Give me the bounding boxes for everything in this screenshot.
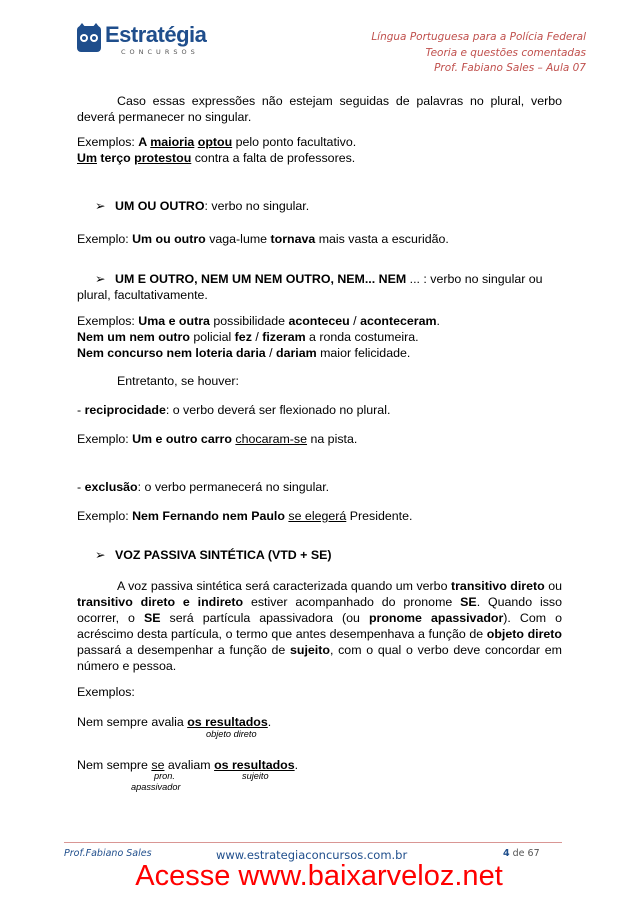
example-nem-concurso: Nem concurso nem loteria daria / dariam maior felicidade. [77, 346, 411, 360]
example-avaliam: Nem sempre se avaliam os resultados. [77, 758, 299, 772]
owl-icon [77, 26, 101, 52]
example-um-ou-outro: Exemplo: Um ou outro vaga-lume tornava mais vasta a escuridão. [77, 232, 449, 246]
bullet-voz-passiva: ➢ VOZ PASSIVA SINTÉTICA (VTD + SE) [95, 548, 332, 562]
footer-author: Prof.Fabiano Sales [64, 848, 152, 859]
paragraph-voz-passiva: A voz passiva sintética será caracterizada quando um verbo transitivo direto ou transitivo direto e indireto estiver acompanhado do pronome SE. Quando isso ocorrer, o SE será partícula apassivadora (ou pronome apassivador). Com o acréscimo desta partícula, o termo que antes desempenhava a função de objeto direto passará a desempenhar a função de sujeito, com o qual o verbo deve concordar em número e pessoa. [77, 579, 562, 673]
example-avalia: Nem sempre avalia os resultados. [77, 715, 272, 729]
note-apassivador: apassivador [131, 782, 181, 792]
paragraph-singular: Caso essas expressões não estejam seguidas de palavras no plural, verbo deverá permanecer no singular. [77, 94, 562, 124]
footer-website[interactable]: www.estrategiaconcursos.com.br [216, 848, 408, 862]
footer-divider [64, 842, 562, 843]
arrow-bullet-icon: ➢ [95, 548, 106, 562]
bullet-um-e-outro-cont: plural, facultativamente. [77, 288, 208, 302]
example-um-e-outro-carro: Exemplo: Um e outro carro chocaram-se na pista. [77, 432, 358, 446]
exclusao-rule: - exclusão: o verbo permanecerá no singular. [77, 480, 330, 494]
arrow-bullet-icon: ➢ [95, 199, 106, 213]
header-info [371, 30, 586, 77]
bullet-um-e-outro: ➢ UM E OUTRO, NEM UM NEM OUTRO, NEM... NEM ... : verbo no singular ou [95, 272, 543, 286]
example-terco: Um terço protestou contra a falta de professores. [77, 151, 356, 165]
arrow-bullet-icon: ➢ [95, 272, 106, 286]
reciprocidade-rule: - reciprocidade: o verbo deverá ser flexionado no plural. [77, 403, 391, 417]
footer-page-number: 4 de 67 [503, 848, 540, 859]
example-nem-um-nem-outro: Nem um nem outro policial fez / fizeram a ronda costumeira. [77, 330, 419, 344]
note-sujeito: sujeito [242, 771, 269, 781]
logo-subtitle: CONCURSOS [121, 48, 199, 56]
exemplos-label: Exemplos: [77, 685, 135, 699]
header-lesson: Prof. Fabiano Sales – Aula 07 [434, 62, 586, 74]
logo-wordmark: Estratégia [105, 22, 207, 47]
entretanto-text: Entretanto, se houver: [117, 374, 239, 388]
promo-banner[interactable]: Acesse www.baixarveloz.net [135, 860, 503, 892]
example-maioria: Exemplos: A maioria optou pelo ponto facultativo. [77, 135, 357, 149]
note-objeto-direto: objeto direto [206, 729, 257, 739]
example-nem-fernando: Exemplo: Nem Fernando nem Paulo se elegerá Presidente. [77, 509, 413, 523]
estrategia-logo [77, 24, 217, 56]
header-subtitle: Teoria e questões comentadas [425, 46, 586, 59]
example-uma-e-outra: Exemplos: Uma e outra possibilidade aconteceu / aconteceram. [77, 314, 440, 328]
header-course: Língua Portuguesa para a Polícia Federal [371, 31, 586, 43]
bullet-um-ou-outro: ➢ UM OU OUTRO: verbo no singular. [95, 199, 310, 213]
note-pron: pron. [154, 771, 175, 781]
